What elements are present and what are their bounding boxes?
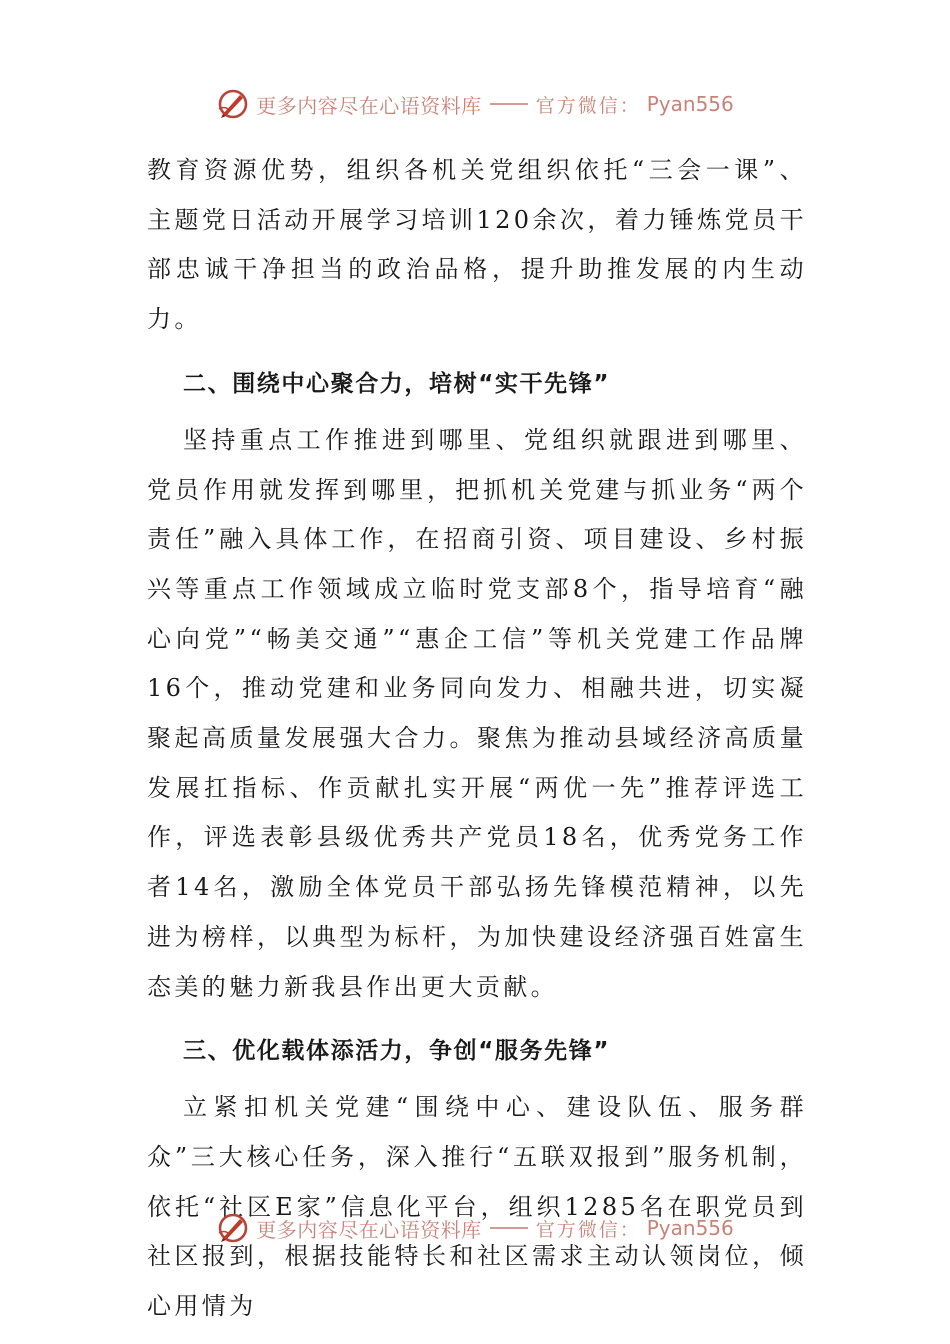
watermark-id: Pyan556 <box>646 1216 734 1240</box>
watermark-text: 更多内容尽在心语资料库 <box>256 93 482 118</box>
watermark-label: 官方微信： <box>535 94 641 117</box>
paragraph-continuation: 教育资源优势，组织各机关党组织依托“三会一课”、主题党日活动开展学习培训120余次，着力锤炼党员干部忠诚干净担当的政治品格，提升助推发展的内生动力。 <box>147 156 807 334</box>
watermark-label: 官方微信： <box>535 1218 641 1241</box>
pen-logo-icon <box>216 1211 250 1245</box>
watermark-separator <box>490 1227 528 1229</box>
pen-logo-icon <box>216 87 250 121</box>
watermark-separator <box>490 103 528 105</box>
watermark-text: 更多内容尽在心语资料库 <box>256 1217 482 1242</box>
paragraph-section-2: 坚持重点工作推进到哪里、党组织就跟进到哪里、党员作用就发挥到哪里，把抓机关党建与抓业务“两个责任”融入具体工作，在招商引资、项目建设、乡村振兴等重点工作领域成立临时党支部8个，指导培育“融心向党”“畅美交通”“惠企工信”等机关党建工作品牌16个，推动党建和业务同向发力、相融共进，切实凝聚起高质量发展强大合力。聚焦为推动县域经济高质量发展扛指标、作贡献扎实开展“两优一先”推荐评选工作，评选表彰县级优秀共产党员18名，优秀党务工作者14名，激励全体党员干部弘扬先锋模范精神，以先进为榜样，以典型为标杆，为加快建设经济强百姓富生态美的魅力新我县作出更大贡献。 <box>147 425 807 1001</box>
paragraph-section-3: 立紧扣机关党建“围绕中心、建设队伍、服务群众”三大核心任务，深入推行“五联双报到”服务机制，依托“社区E家”信息化平台，组织1285名在职党员到社区报到，根据技能特长和社区需求主动认领岗位，倾心用情为 <box>147 1093 807 1321</box>
watermark-header <box>0 84 950 124</box>
document-body <box>147 146 807 1332</box>
section-heading-3: 三、优化载体添活力，争创“服务先锋” <box>183 1038 611 1065</box>
watermark-id: Pyan556 <box>646 92 734 116</box>
section-heading-2: 二、围绕中心聚合力，培树“实干先锋” <box>183 370 611 397</box>
watermark-footer <box>0 1208 950 1248</box>
